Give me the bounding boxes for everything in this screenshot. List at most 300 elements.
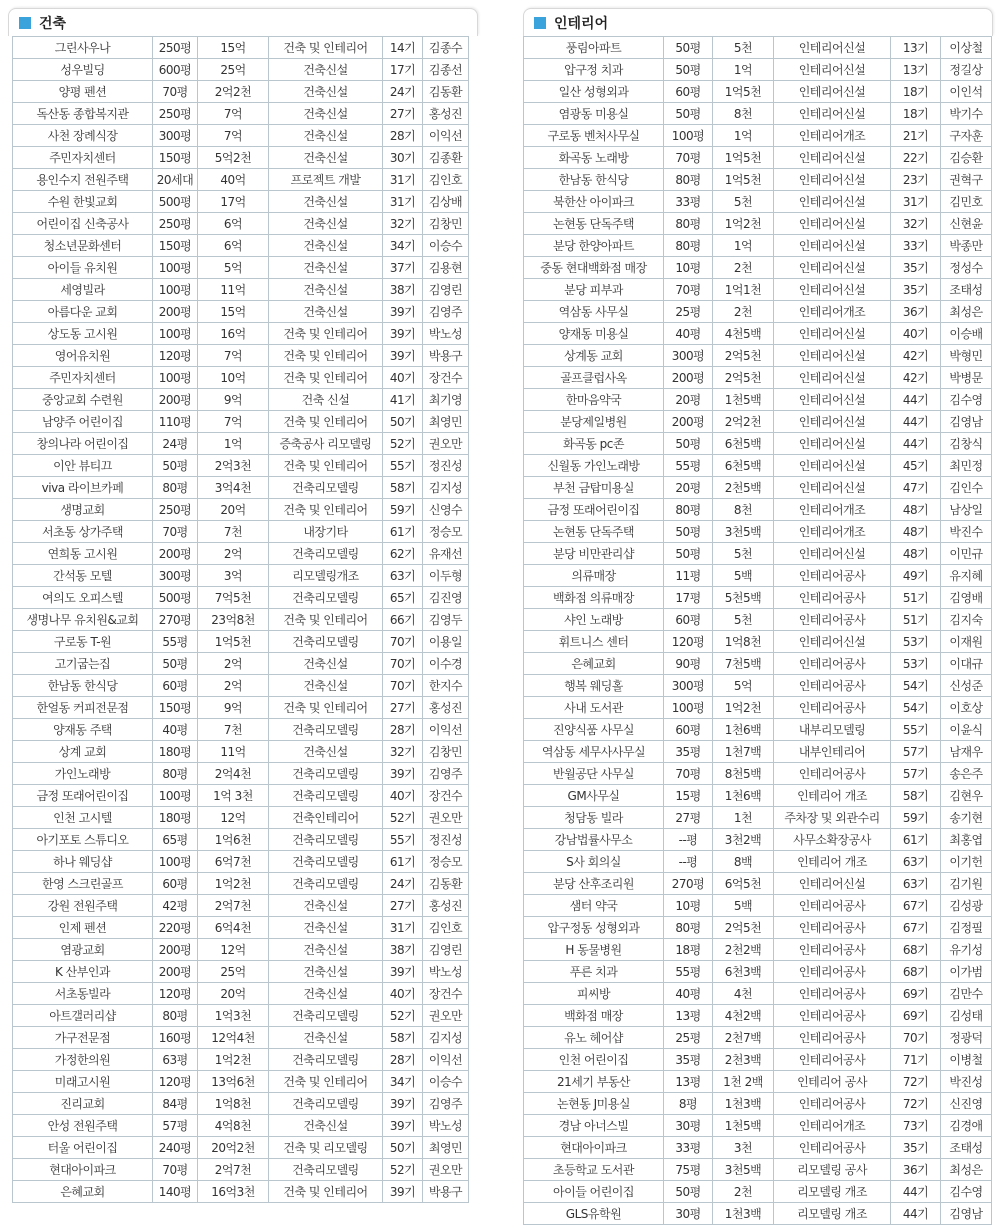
cohort-cell: 68기 (891, 939, 941, 961)
area-cell: 20평 (664, 477, 713, 499)
owner-name-cell: 김성광 (941, 895, 992, 917)
project-name-cell: 강남법률사무소 (524, 829, 664, 851)
project-name-cell: 수원 한빛교회 (13, 191, 153, 213)
cohort-cell: 70기 (383, 675, 423, 697)
owner-name-cell: 신진영 (941, 1093, 992, 1115)
area-cell: 120평 (664, 631, 713, 653)
work-type-cell: 인테리어신설 (774, 279, 891, 301)
work-type-cell: 인테리어개조 (774, 499, 891, 521)
work-type-cell: 건축 및 인테리어 (269, 609, 383, 631)
owner-name-cell: 홍성진 (423, 103, 469, 125)
area-cell: 180평 (153, 741, 198, 763)
work-type-cell: 건축신설 (269, 125, 383, 147)
work-type-cell: 건축리모델링 (269, 873, 383, 895)
work-type-cell: 건축신설 (269, 939, 383, 961)
area-cell: 25평 (664, 1027, 713, 1049)
area-cell: 50평 (664, 521, 713, 543)
cost-cell: 1억2천 (713, 213, 774, 235)
cohort-cell: 39기 (383, 345, 423, 367)
cohort-cell: 44기 (891, 433, 941, 455)
project-name-cell: 서초동 상가주택 (13, 521, 153, 543)
project-name-cell: 북한산 아이파크 (524, 191, 664, 213)
table-row (524, 631, 992, 653)
table-row (524, 719, 992, 741)
work-type-cell: 건축 및 인테리어 (269, 367, 383, 389)
cohort-cell: 65기 (383, 587, 423, 609)
owner-name-cell: 정진성 (423, 829, 469, 851)
cost-cell: 5억 (713, 675, 774, 697)
table-row (524, 807, 992, 829)
project-name-cell: 은혜교회 (524, 653, 664, 675)
cohort-cell: 38기 (383, 939, 423, 961)
table-row (13, 565, 469, 587)
cost-cell: 2억5천 (713, 917, 774, 939)
cost-cell: 6억7천 (198, 851, 269, 873)
table-row (13, 455, 469, 477)
table-row (524, 279, 992, 301)
cohort-cell: 27기 (383, 895, 423, 917)
work-type-cell: 인테리어공사 (774, 1049, 891, 1071)
owner-name-cell: 구자훈 (941, 125, 992, 147)
area-cell: 50평 (664, 543, 713, 565)
project-name-cell: 분당 한양아파트 (524, 235, 664, 257)
cost-cell: 7억5천 (198, 587, 269, 609)
owner-name-cell: 신성준 (941, 675, 992, 697)
project-name-cell: 백화점 매장 (524, 1005, 664, 1027)
cost-cell: 3억4천 (198, 477, 269, 499)
area-cell: 11평 (664, 565, 713, 587)
table-row (524, 653, 992, 675)
owner-name-cell: 송은주 (941, 763, 992, 785)
table-row (524, 499, 992, 521)
cost-cell: 2천 (713, 1181, 774, 1203)
work-type-cell: 건축리모델링 (269, 1093, 383, 1115)
cost-cell: 4천2백 (713, 1005, 774, 1027)
cost-cell: 2억2천 (198, 81, 269, 103)
work-type-cell: 프로젝트 개발 (269, 169, 383, 191)
owner-name-cell: 최성은 (941, 1159, 992, 1181)
cohort-cell: 39기 (383, 1093, 423, 1115)
work-type-cell: 인테리어신설 (774, 81, 891, 103)
project-name-cell: 사내 도서관 (524, 697, 664, 719)
cohort-cell: 31기 (383, 169, 423, 191)
owner-name-cell: 김지성 (423, 1027, 469, 1049)
work-type-cell: 내부인테리어 (774, 741, 891, 763)
cost-cell: 5천 (713, 37, 774, 59)
owner-name-cell: 박노성 (423, 1115, 469, 1137)
area-cell: 35평 (664, 1049, 713, 1071)
cohort-cell: 73기 (891, 1115, 941, 1137)
area-cell: 50평 (153, 455, 198, 477)
work-type-cell: 인테리어신설 (774, 345, 891, 367)
table-row (524, 939, 992, 961)
work-type-cell: 건축신설 (269, 81, 383, 103)
table-row (524, 1181, 992, 1203)
table-row (524, 433, 992, 455)
cost-cell: 15억 (198, 301, 269, 323)
area-cell: 150평 (153, 235, 198, 257)
owner-name-cell: 박종만 (941, 235, 992, 257)
cost-cell: 1억5천 (713, 169, 774, 191)
cost-cell: 1억 3천 (198, 785, 269, 807)
owner-name-cell: 최영민 (423, 1137, 469, 1159)
owner-name-cell: 남상일 (941, 499, 992, 521)
table-row (524, 697, 992, 719)
project-name-cell: 인제 펜션 (13, 917, 153, 939)
table-row (524, 543, 992, 565)
owner-name-cell: 박형민 (941, 345, 992, 367)
owner-name-cell: 김상배 (423, 191, 469, 213)
cost-cell: 1억 (198, 433, 269, 455)
table-row (524, 455, 992, 477)
work-type-cell: 인테리어신설 (774, 873, 891, 895)
cohort-cell: 71기 (891, 1049, 941, 1071)
cohort-cell: 23기 (891, 169, 941, 191)
square-bullet-icon (534, 17, 546, 29)
area-cell: 60평 (153, 675, 198, 697)
table-row (13, 301, 469, 323)
cost-cell: 1억8천 (713, 631, 774, 653)
owner-name-cell: 이승수 (423, 1071, 469, 1093)
work-type-cell: 건축신설 (269, 741, 383, 763)
work-type-cell: 건축 및 인테리어 (269, 411, 383, 433)
table-row (13, 939, 469, 961)
work-type-cell: 건축 및 인테리어 (269, 455, 383, 477)
area-cell: 80평 (664, 499, 713, 521)
area-cell: 300평 (153, 565, 198, 587)
cost-cell: 4천 (713, 983, 774, 1005)
cost-cell: 3천5백 (713, 1159, 774, 1181)
cost-cell: 4억8천 (198, 1115, 269, 1137)
cost-cell: 25억 (198, 961, 269, 983)
area-cell: 150평 (153, 697, 198, 719)
owner-name-cell: 김영남 (941, 1203, 992, 1225)
work-type-cell: 리모델링 개조 (774, 1203, 891, 1225)
cohort-cell: 52기 (383, 433, 423, 455)
table-row (13, 873, 469, 895)
cost-cell: 1억2천 (198, 873, 269, 895)
project-name-cell: 구로동 T-원 (13, 631, 153, 653)
table-row (524, 983, 992, 1005)
work-type-cell: 인테리어개조 (774, 125, 891, 147)
cost-cell: 3천5백 (713, 521, 774, 543)
work-type-cell: 건축리모델링 (269, 829, 383, 851)
cohort-cell: 58기 (891, 785, 941, 807)
project-name-cell: 휘트니스 센터 (524, 631, 664, 653)
project-name-cell: 터울 어린이집 (13, 1137, 153, 1159)
area-cell: 80평 (664, 169, 713, 191)
table-row (524, 169, 992, 191)
cost-cell: 2천 (713, 301, 774, 323)
owner-name-cell: 신현윤 (941, 213, 992, 235)
work-type-cell: 인테리어개조 (774, 1115, 891, 1137)
table-row (524, 851, 992, 873)
owner-name-cell: 권오만 (423, 1005, 469, 1027)
cohort-cell: 13기 (891, 59, 941, 81)
cost-cell: 2억 (198, 675, 269, 697)
cohort-cell: 53기 (891, 631, 941, 653)
area-cell: 90평 (664, 653, 713, 675)
cohort-cell: 35기 (891, 1137, 941, 1159)
project-name-cell: 한얼동 커피전문점 (13, 697, 153, 719)
work-type-cell: 인테리어신설 (774, 543, 891, 565)
project-name-cell: 상계 교회 (13, 741, 153, 763)
cost-cell: 7억 (198, 411, 269, 433)
area-cell: 60평 (664, 609, 713, 631)
work-type-cell: 인테리어공사 (774, 609, 891, 631)
project-name-cell: 금정 또래어린이집 (13, 785, 153, 807)
cohort-cell: 72기 (891, 1071, 941, 1093)
project-name-cell: 유노 헤어샵 (524, 1027, 664, 1049)
cohort-cell: 59기 (891, 807, 941, 829)
cohort-cell: 34기 (383, 235, 423, 257)
owner-name-cell: 김현우 (941, 785, 992, 807)
project-name-cell: 푸른 치과 (524, 961, 664, 983)
owner-name-cell: 송기현 (941, 807, 992, 829)
table-row (13, 763, 469, 785)
cohort-cell: 32기 (383, 213, 423, 235)
area-cell: 100평 (153, 323, 198, 345)
work-type-cell: 건축리모델링 (269, 1159, 383, 1181)
project-name-cell: K 산부인과 (13, 961, 153, 983)
area-cell: 600평 (153, 59, 198, 81)
table-row (524, 235, 992, 257)
cohort-cell: 14기 (383, 37, 423, 59)
area-cell: 33평 (664, 191, 713, 213)
cohort-cell: 70기 (383, 631, 423, 653)
owner-name-cell: 이두형 (423, 565, 469, 587)
cohort-cell: 38기 (383, 279, 423, 301)
cost-cell: 2억2천 (713, 411, 774, 433)
work-type-cell: 건축신설 (269, 235, 383, 257)
cohort-cell: 39기 (383, 763, 423, 785)
table-row (13, 719, 469, 741)
cost-cell: 5억2천 (198, 147, 269, 169)
table-row (13, 653, 469, 675)
table-row (13, 367, 469, 389)
project-name-cell: 현대아이파크 (13, 1159, 153, 1181)
work-type-cell: 건축신설 (269, 917, 383, 939)
owner-name-cell: 김창민 (423, 213, 469, 235)
cost-cell: 1억2천 (713, 697, 774, 719)
project-name-cell: 한남동 한식당 (13, 675, 153, 697)
project-name-cell: 상도동 고시원 (13, 323, 153, 345)
architecture-table (12, 36, 469, 1203)
cost-cell: 1억3천 (198, 1005, 269, 1027)
table-row (13, 37, 469, 59)
cohort-cell: 18기 (891, 81, 941, 103)
work-type-cell: 인테리어신설 (774, 631, 891, 653)
owner-name-cell: 김종수 (423, 37, 469, 59)
cost-cell: 1억5천 (713, 147, 774, 169)
cohort-cell: 67기 (891, 917, 941, 939)
area-cell: 200평 (153, 301, 198, 323)
area-cell: 70평 (153, 1159, 198, 1181)
area-cell: 100평 (664, 697, 713, 719)
project-name-cell: 아트갤러리샵 (13, 1005, 153, 1027)
project-name-cell: 성우빌딩 (13, 59, 153, 81)
cost-cell: 1천 (713, 807, 774, 829)
owner-name-cell: 김창식 (941, 433, 992, 455)
project-name-cell: GLS유학원 (524, 1203, 664, 1225)
cost-cell: 1천6백 (713, 785, 774, 807)
owner-name-cell: 이민규 (941, 543, 992, 565)
project-name-cell: 염광동 미용실 (524, 103, 664, 125)
cost-cell: 3억 (198, 565, 269, 587)
cost-cell: 1억2천 (198, 1049, 269, 1071)
cohort-cell: 37기 (383, 257, 423, 279)
owner-name-cell: 김수영 (941, 1181, 992, 1203)
work-type-cell: 건축리모델링 (269, 785, 383, 807)
cost-cell: 9억 (198, 389, 269, 411)
project-name-cell: 샘터 약국 (524, 895, 664, 917)
table-row (524, 1203, 992, 1225)
project-name-cell: 현대아이파크 (524, 1137, 664, 1159)
cost-cell: 3천 (713, 1137, 774, 1159)
owner-name-cell: 홍성진 (423, 895, 469, 917)
project-name-cell: 하나 웨딩샵 (13, 851, 153, 873)
cohort-cell: 31기 (383, 191, 423, 213)
cost-cell: 7천5백 (713, 653, 774, 675)
owner-name-cell: 이윤식 (941, 719, 992, 741)
project-name-cell: 아기포토 스튜디오 (13, 829, 153, 851)
owner-name-cell: 김종선 (423, 59, 469, 81)
project-name-cell: 금정 또래어린이집 (524, 499, 664, 521)
work-type-cell: 증축공사 리모델링 (269, 433, 383, 455)
cost-cell: 12억 (198, 807, 269, 829)
cohort-cell: 39기 (383, 1115, 423, 1137)
area-cell: 63평 (153, 1049, 198, 1071)
cohort-cell: 28기 (383, 719, 423, 741)
interior-panel (523, 8, 993, 1225)
table-row (524, 785, 992, 807)
project-name-cell: 분당 피부과 (524, 279, 664, 301)
cohort-cell: 61기 (891, 829, 941, 851)
cost-cell: 17억 (198, 191, 269, 213)
cost-cell: 3천2백 (713, 829, 774, 851)
cost-cell: 8천5백 (713, 763, 774, 785)
table-row (13, 631, 469, 653)
area-cell: 8평 (664, 1093, 713, 1115)
table-row (13, 1027, 469, 1049)
work-type-cell: 인테리어공사 (774, 1005, 891, 1027)
area-cell: 57평 (153, 1115, 198, 1137)
area-cell: 40평 (153, 719, 198, 741)
project-name-cell: 행복 웨딩홀 (524, 675, 664, 697)
area-cell: 100평 (153, 785, 198, 807)
owner-name-cell: 김만수 (941, 983, 992, 1005)
cost-cell: 2천 (713, 257, 774, 279)
area-cell: 50평 (153, 653, 198, 675)
table-row (524, 1137, 992, 1159)
table-row (13, 543, 469, 565)
area-cell: 70평 (153, 81, 198, 103)
owner-name-cell: 이호상 (941, 697, 992, 719)
cohort-cell: 41기 (383, 389, 423, 411)
project-name-cell: 샤인 노래방 (524, 609, 664, 631)
owner-name-cell: 박노성 (423, 323, 469, 345)
table-row (13, 983, 469, 1005)
project-name-cell: 남양주 어린이집 (13, 411, 153, 433)
project-name-cell: 중앙교회 수련원 (13, 389, 153, 411)
work-type-cell: 건축신설 (269, 675, 383, 697)
area-cell: 300평 (664, 345, 713, 367)
cohort-cell: 51기 (891, 587, 941, 609)
owner-name-cell: 김동환 (423, 873, 469, 895)
project-name-cell: 풍림아파트 (524, 37, 664, 59)
cost-cell: 1억1천 (713, 279, 774, 301)
work-type-cell: 인테리어공사 (774, 587, 891, 609)
work-type-cell: 건축신설 (269, 983, 383, 1005)
cost-cell: 1억 (713, 235, 774, 257)
table-row (13, 609, 469, 631)
cohort-cell: 22기 (891, 147, 941, 169)
project-name-cell: 세영빌라 (13, 279, 153, 301)
cost-cell: 1억5천 (713, 81, 774, 103)
cost-cell: 40억 (198, 169, 269, 191)
owner-name-cell: 박용구 (423, 1181, 469, 1203)
area-cell: 80평 (153, 477, 198, 499)
architecture-panel (8, 8, 478, 1203)
cost-cell: 2억5천 (713, 367, 774, 389)
cost-cell: 5백 (713, 565, 774, 587)
table-row (13, 961, 469, 983)
owner-name-cell: 김영주 (423, 1093, 469, 1115)
table-row (13, 741, 469, 763)
work-type-cell: 건축리모델링 (269, 631, 383, 653)
cohort-cell: 47기 (891, 477, 941, 499)
owner-name-cell: 권오만 (423, 433, 469, 455)
project-name-cell: 주민자치센터 (13, 147, 153, 169)
project-name-cell: 신월동 가인노래방 (524, 455, 664, 477)
owner-name-cell: 최홍엽 (941, 829, 992, 851)
area-cell: 250평 (153, 37, 198, 59)
project-name-cell: 압구정동 성형외과 (524, 917, 664, 939)
square-bullet-icon (19, 17, 31, 29)
project-name-cell: 여의도 오피스텔 (13, 587, 153, 609)
table-row (524, 763, 992, 785)
project-name-cell: 백화점 의류매장 (524, 587, 664, 609)
cost-cell: 2억3천 (198, 455, 269, 477)
work-type-cell: 인테리어신설 (774, 103, 891, 125)
table-row (13, 257, 469, 279)
table-row (13, 279, 469, 301)
project-name-cell: 양평 펜션 (13, 81, 153, 103)
area-cell: 300평 (664, 675, 713, 697)
area-cell: 250평 (153, 499, 198, 521)
owner-name-cell: 유재선 (423, 543, 469, 565)
area-cell: 80평 (664, 917, 713, 939)
cost-cell: 2천2백 (713, 939, 774, 961)
cohort-cell: 40기 (891, 323, 941, 345)
panel-title: 인테리어 (554, 15, 609, 32)
area-cell: 55평 (664, 455, 713, 477)
project-name-cell: 역삼동 사무실 (524, 301, 664, 323)
interior-table (523, 36, 992, 1225)
area-cell: 50평 (664, 37, 713, 59)
cohort-cell: 40기 (383, 983, 423, 1005)
owner-name-cell: 조태성 (941, 1137, 992, 1159)
cohort-cell: 48기 (891, 543, 941, 565)
work-type-cell: 인테리어공사 (774, 763, 891, 785)
cost-cell: 7천 (198, 521, 269, 543)
cost-cell: 20억 (198, 499, 269, 521)
area-cell: 120평 (153, 983, 198, 1005)
cohort-cell: 32기 (891, 213, 941, 235)
project-name-cell: 미래고시원 (13, 1071, 153, 1093)
cohort-cell: 55기 (383, 829, 423, 851)
cohort-cell: 50기 (383, 411, 423, 433)
